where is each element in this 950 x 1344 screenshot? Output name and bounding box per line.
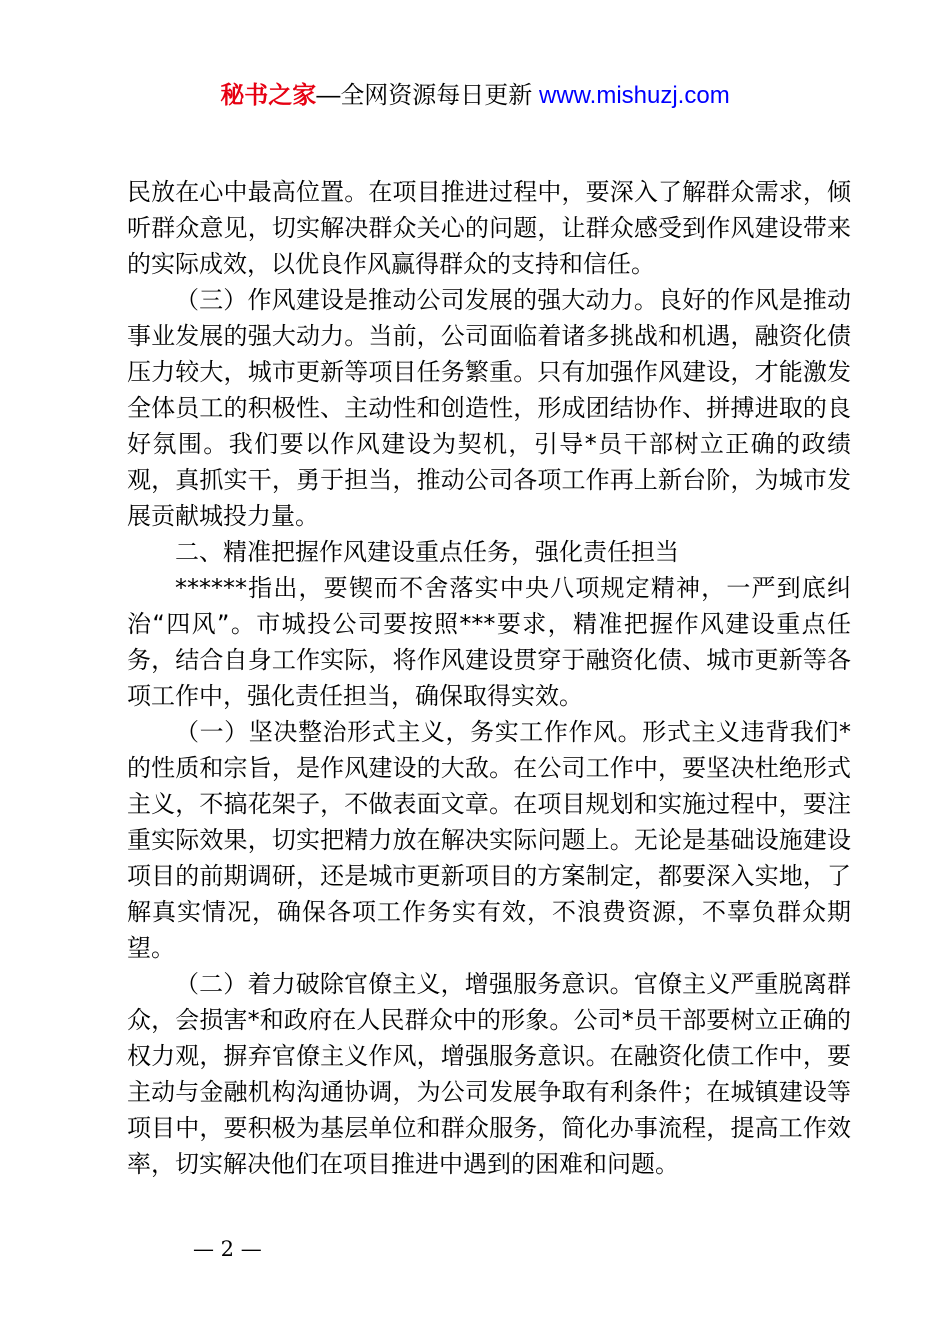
paragraph-continuation: 民放在心中最高位置。在项目推进过程中，要深入了解群众需求，倾听群众意见，切实解决群众关心的问题，让群众感受到作风建设带来的实际成效，以优良作风赢得群众的支持和信任。 [127,178,851,278]
paragraph-section-three: （三）作风建设是推动公司发展的强大动力。良好的作风是推动事业发展的强大动力。当前，公司面临着诸多挑战和机遇，融资化债压力较大，城市更新等项目任务繁重。只有加强作风建设，才能激发全体员工的积极性、主动性和创造性，形成团结协作、拼搏进取的良好氛围。我们要以作风建设为契机，引导*员干部树立正确的政绩观，真抓实干，勇于担当，推动公司各项工作再上新台阶，为城市发展贡献城投力量。 [127,286,851,530]
brand-name: 秘书之家 [220,82,317,109]
paragraph-subsection-one: （一）坚决整治形式主义，务实工作作风。形式主义违背我们*的性质和宗旨，是作风建设的大敌。在公司工作中，要坚决杜绝形式主义，不搞花架子，不做表面文章。在项目规划和实施过程中，要注重实际效果，切实把精力放在解决实际问题上。无论是基础设施建设项目的前期调研，还是城市更新项目的方案制定，都要深入实地，了解真实情况，确保各项工作务实有效，不浪费资源，不辜负群众期望。 [127,718,851,962]
paragraph-subsection-two: （二）着力破除官僚主义，增强服务意识。官僚主义严重脱离群众，会损害*和政府在人民群众中的形象。公司*员干部要树立正确的权力观，摒弃官僚主义作风，增强服务意识。在融资化债工作中，要主动与金融机构沟通协调，为公司发展争取有利条件；在城镇建设等项目中，要积极为基层单位和群众服务，简化办事流程，提高工作效率，切实解决他们在项目推进中遇到的困难和问题。 [127,970,851,1178]
watermark-header [0,80,950,112]
section-heading-two: 二、精准把握作风建设重点任务，强化责任担当 [175,538,679,566]
page-number: — 2 — [193,1237,262,1261]
document-body [127,174,851,1182]
header-tagline: —全网资源每日更新 [316,82,539,109]
paragraph-section-intro: ******指出，要锲而不舍落实中央八项规定精神，一严到底纠治“四风”。市城投公司要按照***要求，精准把握作风建设重点任务，结合自身工作实际，将作风建设贯穿于融资化债、城市更新等各项工作中，强化责任担当，确保取得实效。 [127,574,851,710]
site-url: www.mishuzj.com [538,82,730,109]
